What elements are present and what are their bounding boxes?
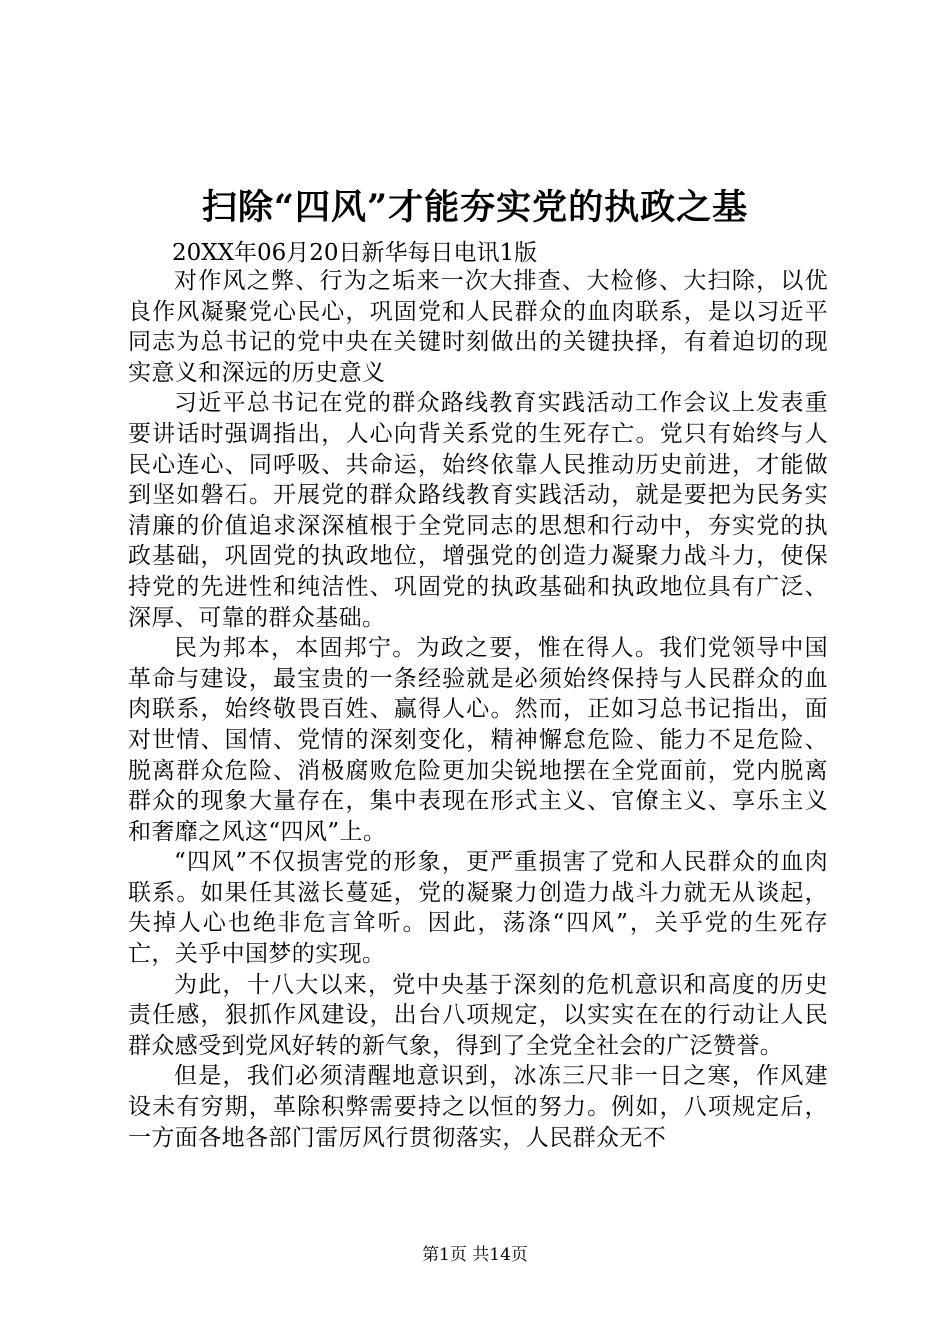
paragraph: 习近平总书记在党的群众路线教育实践活动工作会议上发表重要讲话时强调指出，人心向背关系党的生死存亡。党只有始终与人民心连心、同呼吸、共命运，始终依靠人民推动历史前进，才能做到坚如磐石。开展党的群众路线教育实践活动，就是要把为民务实清廉的价值追求深深植根于全党同志的思想和行动中，夯实党的执政基础，巩固党的执政地位，增强党的创造力凝聚力战斗力，使保持党的先进性和纯洁性、巩固党的执政基础和执政地位具有广泛、深厚、可靠的群众基础。 bbox=[128, 390, 828, 631]
page-footer: 第1页 共14页 bbox=[422, 1245, 528, 1265]
paragraph: 对作风之弊、行为之垢来一次大排查、大检修、大扫除，以优良作风凝聚党心民心，巩固党和人民群众的血肉联系，是以习近平同志为总书记的党中央在关键时刻做出的关键抉择，有着迫切的现实意义和深远的历史意义 bbox=[128, 268, 828, 386]
byline: 20XX年06月20日新华每日电讯1版 bbox=[172, 240, 538, 266]
paragraph: 为此，十八大以来，党中央基于深刻的危机意识和高度的历史责任感，狠抓作风建设，出台八项规定，以实实在在的行动让人民群众感受到党风好转的新气象，得到了全党全社会的广泛赞誉。 bbox=[128, 971, 828, 1059]
document-title: 扫除“四风”才能夯实党的执政之基 bbox=[201, 187, 749, 228]
paragraph: “四风”不仅损害党的形象，更严重损害了党和人民群众的血肉联系。如果任其滋长蔓延，党的凝聚力创造力战斗力就无从谈起，失掉人心也绝非危言耸听。因此，荡涤“四风”，关乎党的生死存亡，关乎中国梦的实现。 bbox=[128, 849, 828, 968]
article-body bbox=[128, 266, 828, 1153]
paragraph: 民为邦本，本固邦宁。为政之要，惟在得人。我们党领导中国革命与建设，最宝贵的一条经验就是必须始终保持与人民群众的血肉联系，始终敬畏百姓、赢得人心。然而，正如习总书记指出，面对世情、国情、党情的深刻变化，精神懈怠危险、能力不足危险、脱离群众危险、消极腐败危险更加尖锐地摆在全党面前，党内脱离群众的现象大量存在，集中表现在形式主义、官僚主义、享乐主义和奢靡之风这“四风”上。 bbox=[128, 635, 828, 845]
paragraph: 但是，我们必须清醒地意识到，冰冻三尺非一日之寒，作风建设未有穷期，革除积弊需要持之以恒的努力。例如，八项规定后，一方面各地各部门雷厉风行贯彻落实，人民群众无不 bbox=[128, 1063, 828, 1151]
